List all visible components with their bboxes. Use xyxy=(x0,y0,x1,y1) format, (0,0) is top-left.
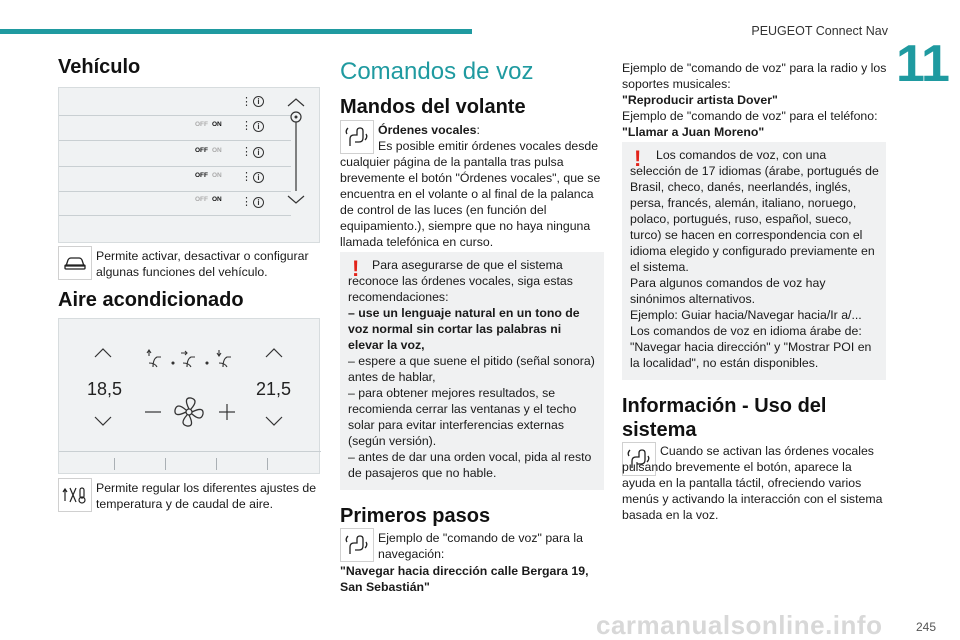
steering-heading: Mandos del volante xyxy=(340,96,526,118)
toggle-off-label: OFF xyxy=(195,172,208,179)
orders-text: Es posible emitir órdenes vocales desde cualquier página de la pantalla tras pulsa brevemente el botón "Órdenes vocales", que se encuentra en el volante o al final de la palanca de control de las luces (en función del equipamiento.), siempre que no haya ninguna llamada telefónica en curso. xyxy=(340,139,601,249)
toggle-off-label: OFF xyxy=(195,196,208,203)
more-options-icon[interactable]: ⋮ xyxy=(241,96,252,108)
info-heading: Información - Uso del sistema xyxy=(622,395,827,441)
voice-commands-heading: Comandos de voz xyxy=(340,58,534,85)
toggle-on-label: ON xyxy=(212,172,222,179)
climate-icon xyxy=(62,485,88,505)
aircon-caption: Permite regular los diferentes ajustes de temperatura y de caudal de aire. xyxy=(96,481,317,511)
phone-example-text: Ejemplo de "comando de voz" para el teléfono: xyxy=(622,109,878,123)
panel-divider xyxy=(59,140,291,141)
toggle-switch[interactable] xyxy=(193,147,224,154)
temp-right-up-icon[interactable] xyxy=(264,347,284,359)
warning-icon: ! xyxy=(352,256,360,281)
panel-divider xyxy=(59,451,321,452)
toggle-off-label: OFF xyxy=(195,147,208,154)
panel-divider xyxy=(59,166,291,167)
info-icon[interactable]: i xyxy=(253,121,264,132)
radio-example: "Reproducir artista Dover" xyxy=(622,93,778,107)
climate-icon-box xyxy=(58,478,92,512)
more-options-icon[interactable]: ⋮ xyxy=(241,171,252,183)
more-options-icon[interactable]: ⋮ xyxy=(241,120,252,132)
temp-left-down-icon[interactable] xyxy=(93,415,113,427)
more-options-icon[interactable]: ⋮ xyxy=(241,196,252,208)
temp-left-up-icon[interactable] xyxy=(93,347,113,359)
orders-colon: : xyxy=(476,123,480,137)
warning-intro: Para asegurarse de que el sistema reconoce las órdenes vocales, siga estas recomendaciones: xyxy=(348,258,573,304)
page-number: 245 xyxy=(915,620,936,634)
info-icon[interactable]: i xyxy=(253,96,264,107)
warning-item-3: – para obtener mejores resultados, se recomienda cerrar las ventanas y el techo solar para evitar interferencias externas (según versión). xyxy=(348,386,577,448)
warning-icon: ! xyxy=(634,146,642,171)
panel-divider xyxy=(59,215,291,216)
panel-divider xyxy=(59,115,291,116)
scroll-control-icon[interactable] xyxy=(283,96,309,206)
first-steps-example: "Navegar hacia dirección calle Bergara 19, San Sebastián" xyxy=(340,564,589,594)
arabic-note: Los comandos de voz en idioma árabe de: "Navegar hacia dirección" y "Mostrar POI en la localidad", no están disponibles. xyxy=(630,324,872,370)
toggle-on-label: ON xyxy=(212,147,222,154)
vehicle-settings-panel xyxy=(58,87,320,243)
orders-title: Órdenes vocales xyxy=(378,123,477,137)
aircon-heading: Aire acondicionado xyxy=(58,289,244,311)
header-title: PEUGEOT Connect Nav xyxy=(751,24,888,38)
info-icon[interactable]: i xyxy=(253,172,264,183)
panel-tab-divider xyxy=(216,458,217,470)
watermark: carmanualsonline.info xyxy=(596,610,883,640)
recommendations-warning-box xyxy=(340,252,604,490)
voice-command-icon xyxy=(345,534,369,556)
radio-example-text: Ejemplo de "comando de voz" para la radio y los soportes musicales: xyxy=(622,61,887,91)
info-icon[interactable]: i xyxy=(253,147,264,158)
fan-speed-icon[interactable] xyxy=(127,395,251,429)
temp-left-value: 18,5 xyxy=(87,379,123,399)
temp-right-down-icon[interactable] xyxy=(264,415,284,427)
languages-text: Los comandos de voz, con una selección de 17 idiomas (árabe, portugués de Brasil, checo, danés, neerlandés, inglés, persa, francés, alemán, italiano, noruego, polaco, portugués, ruso, español, sueco, turco) se hacen en correspondencia con el idioma elegido y configurado previamente en el sistema. xyxy=(630,148,879,274)
vehicle-caption: Permite activar, desactivar o configurar algunas funciones del vehículo. xyxy=(96,249,309,279)
panel-tab-divider xyxy=(165,458,166,470)
toggle-switch[interactable] xyxy=(193,196,224,203)
warning-item-4: – antes de dar una orden vocal, pida al resto de pasajeros que no hable. xyxy=(348,450,592,480)
more-options-icon[interactable]: ⋮ xyxy=(241,146,252,158)
first-steps-text: Ejemplo de "comando de voz" para la navegación: xyxy=(378,531,583,561)
synonyms-example: Ejemplo: Guiar hacia/Navegar hacia/Ir a/... xyxy=(630,308,862,322)
header-accent-bar xyxy=(0,29,472,34)
info-text: Cuando se activan las órdenes vocales pulsando brevemente el botón, aparece la ayuda en la pantalla táctil, ofreciendo varios menús y activando la interacción con el sistema basada en la voz. xyxy=(622,444,883,522)
info-icon[interactable]: i xyxy=(253,197,264,208)
toggle-switch[interactable] xyxy=(193,172,224,179)
temp-right-value: 21,5 xyxy=(256,379,292,399)
warning-item-1: – use un lenguaje natural en un tono de voz normal sin cortar las palabras ni elevar la voz, xyxy=(348,306,580,352)
toggle-on-label: ON xyxy=(212,121,222,128)
synonyms-text: Para algunos comandos de voz hay sinónimos alternativos. xyxy=(630,276,826,306)
vehicle-heading: Vehículo xyxy=(58,56,141,78)
first-steps-heading: Primeros pasos xyxy=(340,505,491,527)
voice-icon-box xyxy=(340,528,374,562)
car-icon xyxy=(63,255,87,271)
toggle-on-label: ON xyxy=(212,196,222,203)
phone-example: "Llamar a Juan Moreno" xyxy=(622,125,765,139)
orders-text-block xyxy=(378,122,606,138)
panel-tab-divider xyxy=(114,458,115,470)
toggle-switch[interactable] xyxy=(193,121,224,128)
toggle-off-label: OFF xyxy=(195,121,208,128)
car-icon-box xyxy=(58,246,92,280)
warning-item-2: – espere a que suene el pitido (señal sonora) antes de hablar, xyxy=(348,354,595,384)
languages-warning-box xyxy=(622,142,886,380)
airflow-mode-icon[interactable] xyxy=(145,347,239,371)
aircon-panel xyxy=(58,318,320,474)
panel-divider xyxy=(59,191,291,192)
chapter-number: 11 xyxy=(896,35,949,93)
panel-tab-divider xyxy=(267,458,268,470)
